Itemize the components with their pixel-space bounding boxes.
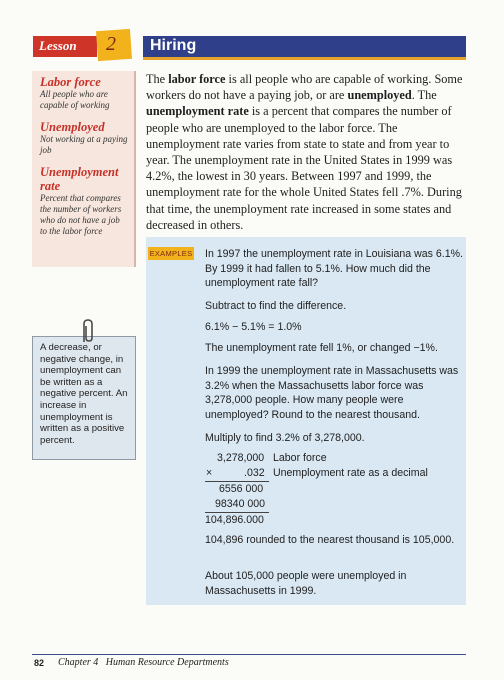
example2-answer: About 105,000 people were unemployed in Massachusetts in 1999. bbox=[205, 570, 407, 597]
examples-tab: EXAMPLES bbox=[149, 249, 193, 258]
title-underline bbox=[143, 57, 466, 60]
vocab-definition-unemployment-rate: Percent that compares the number of workers who do not have a job to the labor force bbox=[40, 193, 122, 236]
vocabulary-sidebar bbox=[32, 71, 136, 267]
calc-rate-label: Unemployment rate as a decimal bbox=[273, 467, 428, 479]
calc-labor-force-value: 3,278,000 bbox=[217, 452, 265, 464]
vocab-definition-labor-force: All people who are capable of working bbox=[40, 89, 110, 110]
page-title: Hiring bbox=[150, 37, 197, 54]
calc-rule-1 bbox=[205, 481, 269, 482]
calc-product: 104,896.000 bbox=[205, 514, 264, 526]
calc-partial-product-2: 98340 000 bbox=[215, 498, 266, 510]
paperclip-icon bbox=[78, 318, 98, 344]
lesson-label: Lesson bbox=[39, 38, 77, 53]
example1-math: 6.1% − 5.1% = 1.0% bbox=[205, 321, 302, 333]
vocab-definition-unemployed: Not working at a paying job bbox=[40, 134, 128, 155]
intro-paragraph: The labor force is all people who are capable of working. Some workers do not have a paying job, or are unemployed. The unemployment rate is a percent that compares the number of people who are unemployed to the labor force. The unemployment rate varies from state to state and from year to year. The unemployment rate in the United States in 1999 was 4.2%, the lowest in 30 years. Between 1997 and 1999, the unemployment rate for the whole United States fell .7%. During that time, the unemployment rate increased in some states and decreased in others. bbox=[146, 72, 463, 232]
vocab-term-unemployment-rate: Unemployment rate bbox=[40, 165, 119, 193]
vocab-term-labor-force: Labor force bbox=[40, 75, 101, 89]
term-unemployment-rate: unemployment rate bbox=[146, 104, 249, 119]
calc-multiply-sign: × bbox=[206, 467, 213, 479]
example1-step: Subtract to find the difference. bbox=[205, 300, 347, 312]
page-number: 82 bbox=[34, 658, 45, 668]
calc-partial-product-1: 6556 000 bbox=[219, 483, 264, 495]
note-text: A decrease, or negative change, in unemployment can be written as a negative percent. An increase in unemployment is written as a positive percent. bbox=[40, 342, 128, 446]
vocab-term-unemployed: Unemployed bbox=[40, 120, 105, 134]
calc-labor-force-label: Labor force bbox=[273, 452, 327, 464]
example1-answer: The unemployment rate fell 1%, or changed −1%. bbox=[205, 342, 438, 354]
term-labor-force: labor force bbox=[168, 72, 226, 86]
example1-question: In 1997 the unemployment rate in Louisiana was 6.1%. By 1999 it had fallen to 5.1%. How much did the unemployment rate fall? bbox=[205, 248, 463, 289]
term-unemployed: unemployed bbox=[347, 88, 412, 103]
example2-rounding: 104,896 rounded to the nearest thousand is 105,000. bbox=[205, 534, 455, 546]
example2-question: In 1999 the unemployment rate in Massachusetts was 3.2% when the Massachusetts labor force was 3,278,000 people. How many people were unemployed? Round to the nearest thousand. bbox=[205, 365, 459, 421]
example2-step: Multiply to find 3.2% of 3,278,000. bbox=[205, 432, 365, 444]
chapter-footer: Chapter 4 Human Resource Departments bbox=[58, 657, 229, 668]
calc-rate-decimal: .032 bbox=[244, 467, 265, 479]
footer-rule bbox=[32, 654, 466, 655]
lesson-number: 2 bbox=[106, 33, 116, 55]
calc-rule-2 bbox=[205, 512, 269, 513]
